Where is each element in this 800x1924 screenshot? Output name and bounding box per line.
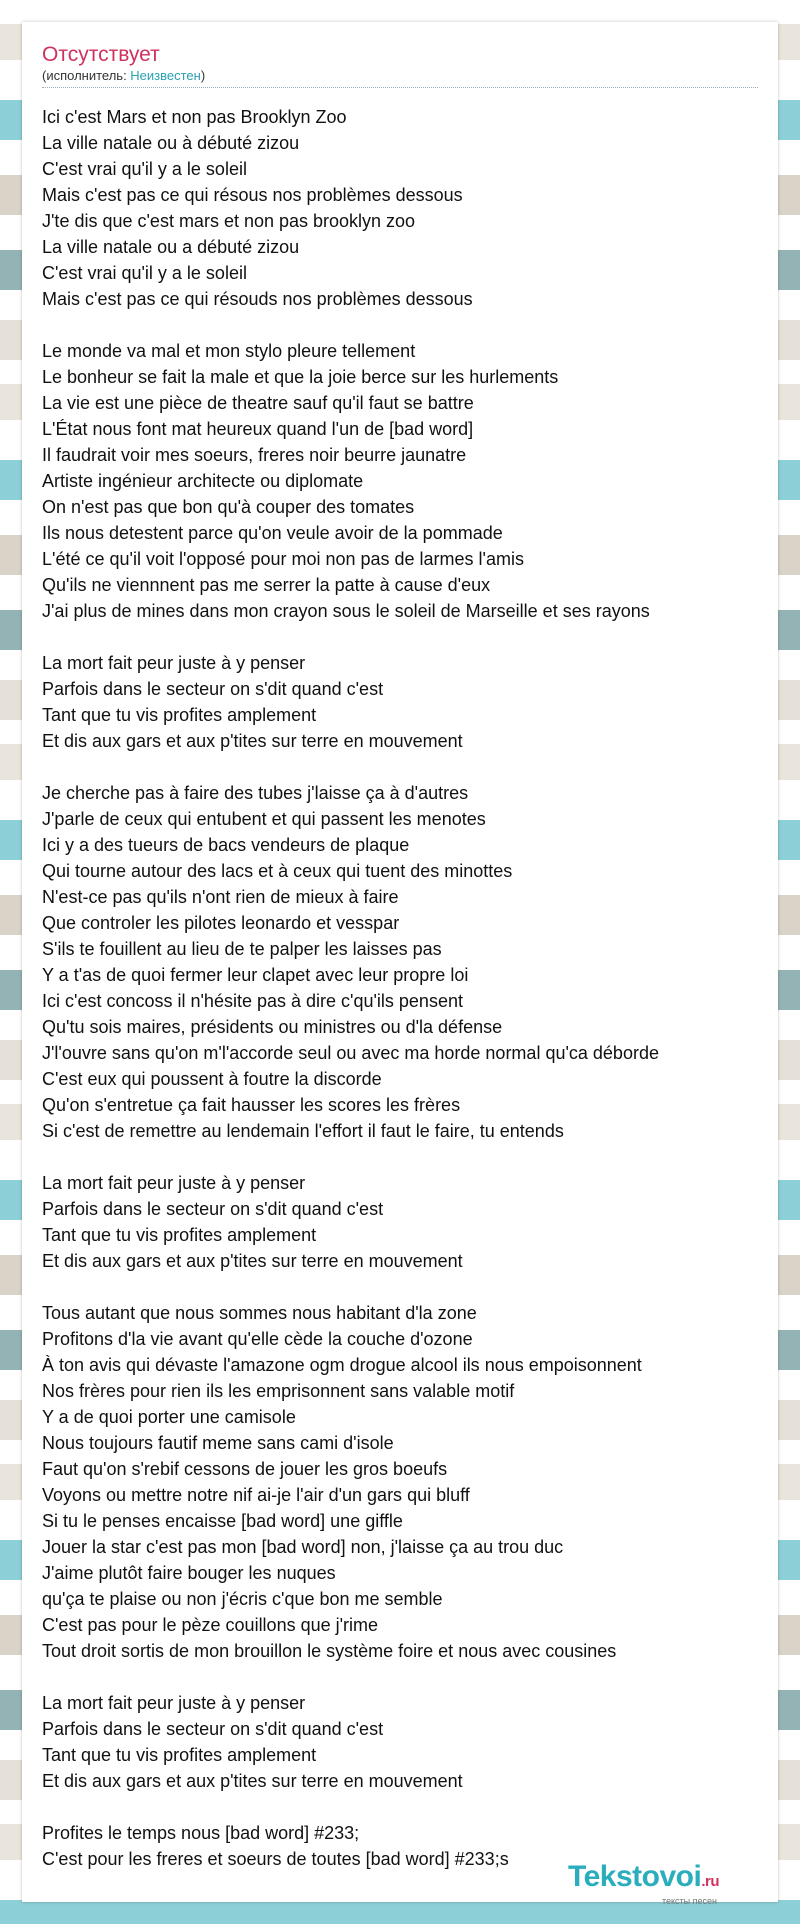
stanza-break — [42, 312, 762, 338]
lyric-line: Si c'est de remettre au lendemain l'effort il faut le faire, tu entends — [42, 1121, 564, 1141]
lyric-line: C'est eux qui poussent à foutre la discorde — [42, 1069, 382, 1089]
lyric-line: Et dis aux gars et aux p'tites sur terre en mouvement — [42, 1771, 463, 1791]
lyric-line: Nos frères pour rien ils les emprisonnent sans valable motif — [42, 1381, 515, 1401]
lyric-line: La ville natale ou a débuté zizou — [42, 237, 300, 257]
lyric-line: Faut qu'on s'rebif cessons de jouer les gros boeufs — [42, 1459, 448, 1479]
lyric-line: Y a t'as de quoi fermer leur clapet avec leur propre loi — [42, 965, 469, 985]
lyric-line: Parfois dans le secteur on s'dit quand c'est — [42, 1199, 384, 1219]
lyric-line: S'ils te fouillent au lieu de te palper les laisses pas — [42, 939, 442, 959]
lyric-line: Tant que tu vis profites amplement — [42, 1745, 317, 1765]
lyric-line: Qu'tu sois maires, présidents ou ministres ou d'la défense — [42, 1017, 503, 1037]
stanza-break — [42, 1794, 762, 1820]
logo-tld: .ru — [701, 1873, 719, 1890]
lyric-line: J'aime plutôt faire bouger les nuques — [42, 1563, 336, 1583]
lyric-line: Voyons ou mettre notre nif ai-je l'air d'un gars qui bluff — [42, 1485, 470, 1505]
lyric-line: C'est vrai qu'il y a le soleil — [42, 159, 247, 179]
lyric-line: Ils nous detestent parce qu'on veule avoir de la pommade — [42, 523, 503, 543]
lyric-line: Si tu le penses encaisse [bad word] une giffle — [42, 1511, 403, 1531]
logo-main: Tekstovoi — [568, 1860, 702, 1893]
lyric-line: qu'ça te plaise ou non j'écris c'que bon me semble — [42, 1589, 443, 1609]
lyric-line: La vie est une pièce de theatre sauf qu'il faut se battre — [42, 393, 474, 413]
lyric-line: C'est vrai qu'il y a le soleil — [42, 263, 247, 283]
lyric-line: Ici y a des tueurs de bacs vendeurs de plaque — [42, 835, 410, 855]
lyric-line: Tout droit sortis de mon brouillon le système foire et nous avec cousines — [42, 1641, 617, 1661]
lyric-line: J'l'ouvre sans qu'on m'l'accorde seul ou avec ma horde normal qu'ca déborde — [42, 1043, 659, 1063]
song-header — [42, 42, 758, 88]
lyric-line: La mort fait peur juste à y penser — [42, 1693, 306, 1713]
lyric-line: Ici c'est Mars et non pas Brooklyn Zoo — [42, 107, 347, 127]
lyric-line: Parfois dans le secteur on s'dit quand c'est — [42, 679, 384, 699]
lyric-line: Mais c'est pas ce qui résous nos problèmes dessous — [42, 185, 463, 205]
lyric-line: C'est pas pour le pèze couillons que j'rime — [42, 1615, 379, 1635]
lyric-line: Jouer la star c'est pas mon [bad word] non, j'laisse ça au trou duc — [42, 1537, 564, 1557]
lyric-line: La ville natale ou à débuté zizou — [42, 133, 300, 153]
lyric-line: La mort fait peur juste à y penser — [42, 653, 306, 673]
lyric-line: À ton avis qui dévaste l'amazone ogm drogue alcool ils nous empoisonnent — [42, 1355, 642, 1375]
lyric-line: Mais c'est pas ce qui résouds nos problèmes dessous — [42, 289, 473, 309]
lyric-line: L'État nous font mat heureux quand l'un de [bad word] — [42, 419, 474, 439]
lyric-line: Profitons d'la vie avant qu'elle cède la couche d'ozone — [42, 1329, 473, 1349]
lyric-line: Nous toujours fautif meme sans cami d'isole — [42, 1433, 394, 1453]
lyric-line: Que controler les pilotes leonardo et vesspar — [42, 913, 400, 933]
lyric-line: Et dis aux gars et aux p'tites sur terre en mouvement — [42, 731, 463, 751]
lyric-line: Il faudrait voir mes soeurs, freres noir beurre jaunatre — [42, 445, 467, 465]
lyrics-card — [22, 22, 778, 1902]
stanza-break — [42, 1664, 762, 1690]
lyric-line: Le bonheur se fait la male et que la joie berce sur les hurlements — [42, 367, 559, 387]
header-divider — [42, 87, 758, 88]
lyric-line: Qui tourne autour des lacs et à ceux qui tuent des minottes — [42, 861, 513, 881]
stanza-break — [42, 1274, 762, 1300]
lyric-line: C'est pour les freres et soeurs de toutes [bad word] #233;s — [42, 1849, 509, 1869]
lyric-line: Tous autant que nous sommes nous habitant d'la zone — [42, 1303, 477, 1323]
lyric-line: Qu'on s'entretue ça fait hausser les scores les frères — [42, 1095, 461, 1115]
lyric-line: Artiste ingénieur architecte ou diplomate — [42, 471, 364, 491]
lyric-line: N'est-ce pas qu'ils n'ont rien de mieux à faire — [42, 887, 399, 907]
lyric-line: Qu'ils ne viennnent pas me serrer la patte à cause d'eux — [42, 575, 491, 595]
artist-prefix: (исполнитель: — [42, 68, 131, 83]
logo-text — [568, 1862, 719, 1897]
artist-suffix: ) — [200, 68, 206, 83]
lyric-line: Et dis aux gars et aux p'tites sur terre en mouvement — [42, 1251, 463, 1271]
artist-line — [42, 68, 758, 84]
lyric-line: Ici c'est concoss il n'hésite pas à dire c'qu'ils pensent — [42, 991, 463, 1011]
site-logo[interactable] — [568, 1860, 719, 1906]
lyric-line: Parfois dans le secteur on s'dit quand c'est — [42, 1719, 384, 1739]
lyric-line: Tant que tu vis profites amplement — [42, 705, 317, 725]
logo-subtitle: тексты песен — [661, 1896, 717, 1906]
lyric-line: J'te dis que c'est mars et non pas brooklyn zoo — [42, 211, 416, 231]
lyric-line: Je cherche pas à faire des tubes j'laisse ça à d'autres — [42, 783, 469, 803]
lyric-line: Y a de quoi porter une camisole — [42, 1407, 296, 1427]
lyric-line: Profites le temps nous [bad word] #233; — [42, 1823, 360, 1843]
artist-link[interactable]: Неизвестен — [130, 68, 201, 83]
lyric-line: J'parle de ceux qui entubent et qui passent les menotes — [42, 809, 486, 829]
lyric-line: Le monde va mal et mon stylo pleure tellement — [42, 341, 416, 361]
lyrics-text — [42, 104, 762, 1872]
stanza-break — [42, 1144, 762, 1170]
song-title: Отсутствует — [42, 43, 160, 66]
lyric-line: J'ai plus de mines dans mon crayon sous le soleil de Marseille et ses rayons — [42, 601, 650, 621]
lyric-line: On n'est pas que bon qu'à couper des tomates — [42, 497, 415, 517]
lyric-line: La mort fait peur juste à y penser — [42, 1173, 306, 1193]
stanza-break — [42, 754, 762, 780]
stanza-break — [42, 624, 762, 650]
lyric-line: L'été ce qu'il voit l'opposé pour moi non pas de larmes l'amis — [42, 549, 525, 569]
lyric-line: Tant que tu vis profites amplement — [42, 1225, 317, 1245]
